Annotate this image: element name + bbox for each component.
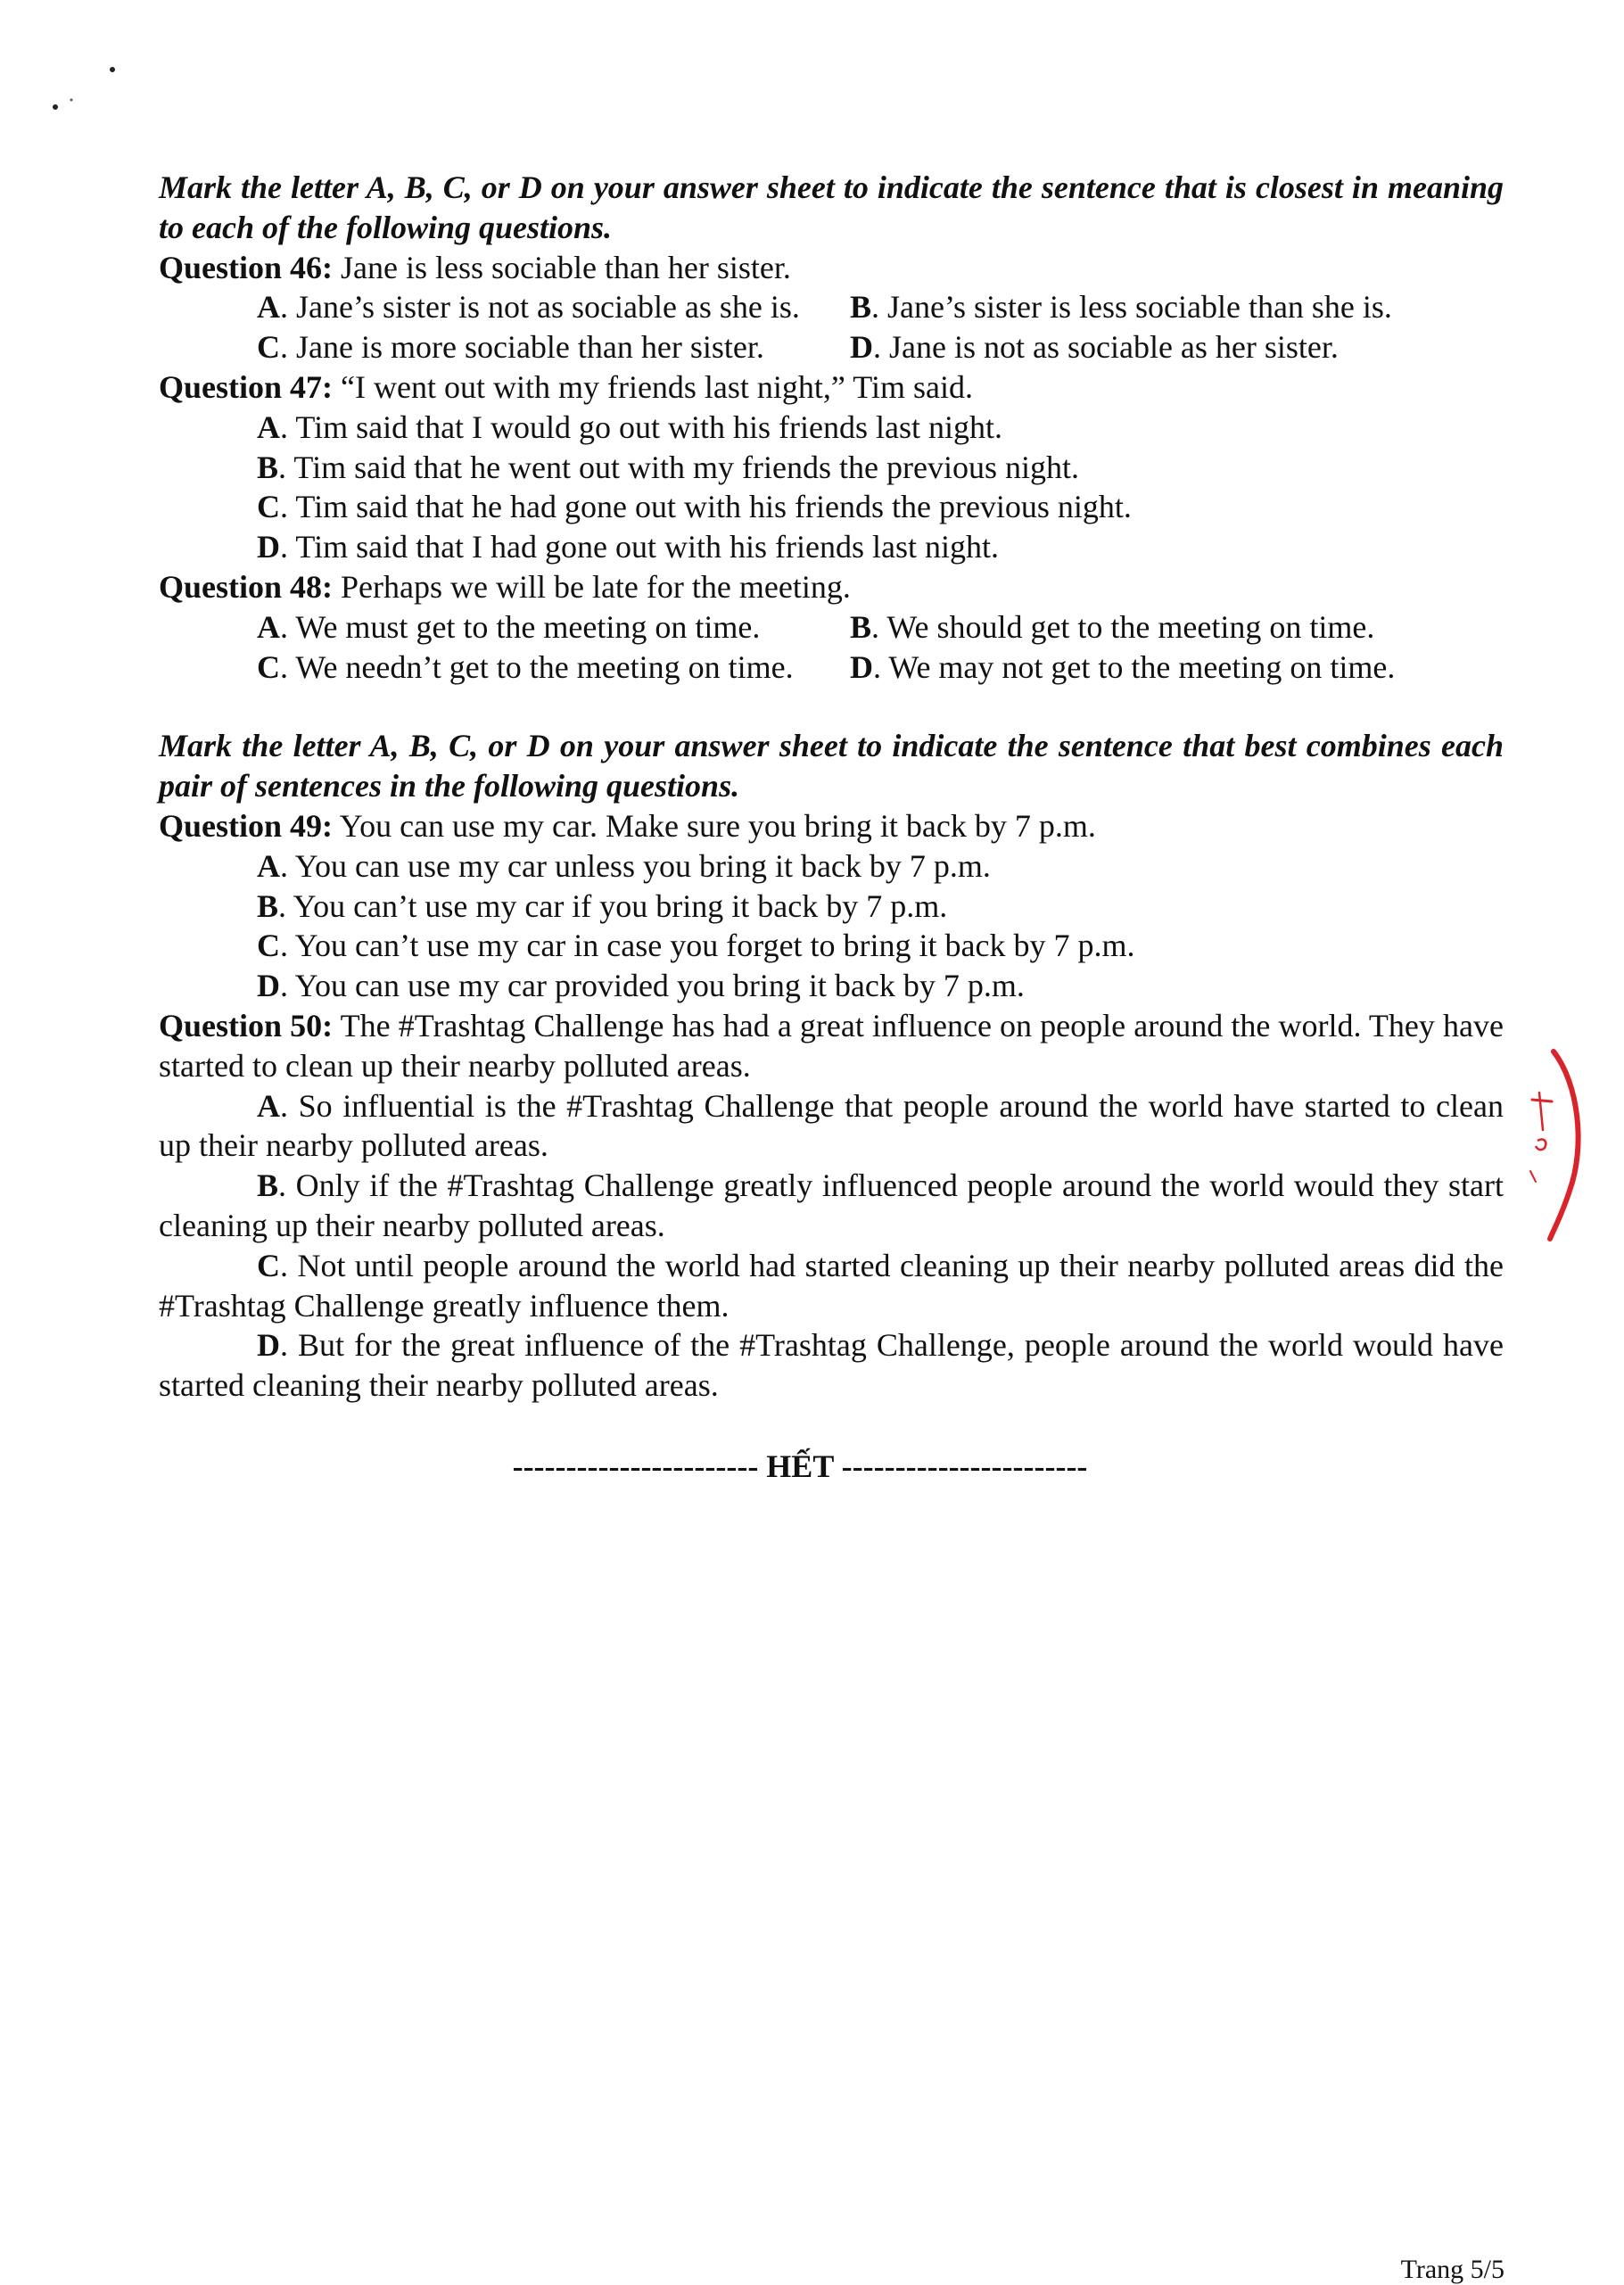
option-b xyxy=(159,448,1504,488)
option-letter: A xyxy=(257,847,280,884)
option-b xyxy=(850,287,1392,327)
option-letter: C xyxy=(257,1247,280,1283)
question-text: You can use my car. Make sure you bring it back by 7 p.m. xyxy=(333,807,1096,844)
section-spacer xyxy=(159,687,1504,726)
option-letter: A xyxy=(257,289,280,326)
option-text: . Tim said that I would go out with his friends last night. xyxy=(280,408,1003,445)
option-text: . Not until people around the world had started cleaning up their nearby polluted areas did the #Trashtag Challenge greatly influence them. xyxy=(159,1247,1504,1324)
question-text: Perhaps we will be late for the meeting. xyxy=(333,568,851,605)
option-letter: A xyxy=(257,1087,280,1124)
question-text: “I went out with my friends last night,” Tim said. xyxy=(333,368,973,405)
option-letter: D xyxy=(257,1327,280,1364)
option-a xyxy=(257,287,850,327)
option-row xyxy=(159,287,1504,327)
option-letter: A xyxy=(257,608,280,645)
option-text: . Jane’s sister is less sociable than she is. xyxy=(871,289,1392,326)
option-row xyxy=(159,607,1504,648)
option-letter: D xyxy=(257,529,280,565)
option-text: . We should get to the meeting on time. xyxy=(871,608,1375,645)
option-letter: C xyxy=(257,489,280,525)
option-d xyxy=(159,1325,1504,1406)
red-stamp-mark xyxy=(1516,1048,1596,1244)
option-letter: B xyxy=(257,887,279,924)
section2-instruction: Mark the letter A, B, C, or D on your answer sheet to indicate the sentence that best combines each pair of sentences in the following questions. xyxy=(159,728,1504,804)
option-letter: D xyxy=(850,329,873,366)
question-label: Question 48: xyxy=(159,568,334,605)
option-c xyxy=(159,487,1504,527)
end-marker: ----------------------- HẾT ----------------------- xyxy=(512,1448,1088,1484)
question-label: Question 46: xyxy=(159,249,334,285)
option-letter: C xyxy=(257,329,280,366)
option-text: . We may not get to the meeting on time. xyxy=(873,648,1396,685)
option-letter: B xyxy=(850,289,872,326)
option-text: . Tim said that he went out with my friends the previous night. xyxy=(278,449,1079,485)
option-c xyxy=(257,327,850,367)
option-c xyxy=(159,926,1504,966)
option-text: . Jane is not as sociable as her sister. xyxy=(873,329,1339,366)
question-46 xyxy=(159,248,1504,288)
question-label: Question 47: xyxy=(159,368,334,405)
scan-speck-marks xyxy=(43,61,123,123)
option-row xyxy=(159,327,1504,367)
option-b xyxy=(159,1166,1504,1246)
option-b xyxy=(159,887,1504,927)
question-text: Jane is less sociable than her sister. xyxy=(333,249,791,285)
option-text: . But for the great influence of the #Trashtag Challenge, people around the world would have started cleaning their nearby polluted areas. xyxy=(159,1327,1504,1404)
option-d xyxy=(159,966,1504,1006)
option-a xyxy=(159,408,1504,448)
option-text: . You can use my car provided you bring it back by 7 p.m. xyxy=(280,968,1025,1004)
option-d xyxy=(850,327,1339,367)
option-text: . Tim said that I had gone out with his friends last night. xyxy=(280,529,999,565)
option-letter: C xyxy=(257,648,280,685)
option-letter: B xyxy=(257,449,279,485)
question-label: Question 49: xyxy=(159,807,334,844)
option-text: . So influential is the #Trashtag Challenge that people around the world have started to clean up their nearby polluted areas. xyxy=(159,1087,1504,1164)
option-text: . Jane is more sociable than her sister. xyxy=(280,329,764,366)
option-a xyxy=(257,607,850,648)
option-c xyxy=(159,1246,1504,1326)
option-text: . You can’t use my car if you bring it back by 7 p.m. xyxy=(278,887,948,924)
option-a xyxy=(159,1086,1504,1167)
option-d xyxy=(850,648,1395,688)
page-number: Trang 5/5 xyxy=(1400,2255,1504,2284)
option-text: . We needn’t get to the meeting on time. xyxy=(280,648,794,685)
option-letter: D xyxy=(257,968,280,1004)
option-text: . Jane’s sister is not as sociable as she is. xyxy=(280,289,800,326)
option-text: . You can use my car unless you bring it back by 7 p.m. xyxy=(280,847,991,884)
option-letter: C xyxy=(257,928,280,964)
option-text: . You can’t use my car in case you forget to bring it back by 7 p.m. xyxy=(280,928,1135,964)
option-letter: D xyxy=(850,648,873,685)
option-text: . Only if the #Trashtag Challenge greatly influenced people around the world would they start cleaning up their nearby polluted areas. xyxy=(159,1167,1504,1243)
section1-instruction: Mark the letter A, B, C, or D on your answer sheet to indicate the sentence that is closest in meaning to each of the following questions. xyxy=(159,169,1504,245)
question-text: The #Trashtag Challenge has had a great influence on people around the world. They have started to clean up their nearby polluted areas. xyxy=(159,1007,1504,1084)
option-letter: A xyxy=(257,408,280,445)
option-text: . Tim said that he had gone out with his friends the previous night. xyxy=(280,489,1132,525)
question-47 xyxy=(159,367,1504,408)
option-b xyxy=(850,607,1374,648)
option-row xyxy=(159,648,1504,688)
question-label: Question 50: xyxy=(159,1007,334,1044)
question-50 xyxy=(159,1006,1504,1086)
option-c xyxy=(257,648,850,688)
option-letter: B xyxy=(850,608,872,645)
option-d xyxy=(159,527,1504,567)
question-49 xyxy=(159,806,1504,846)
option-letter: B xyxy=(257,1167,279,1204)
option-text: . We must get to the meeting on time. xyxy=(280,608,761,645)
exam-content xyxy=(159,168,1504,1487)
question-48 xyxy=(159,567,1504,607)
option-a xyxy=(159,846,1504,887)
